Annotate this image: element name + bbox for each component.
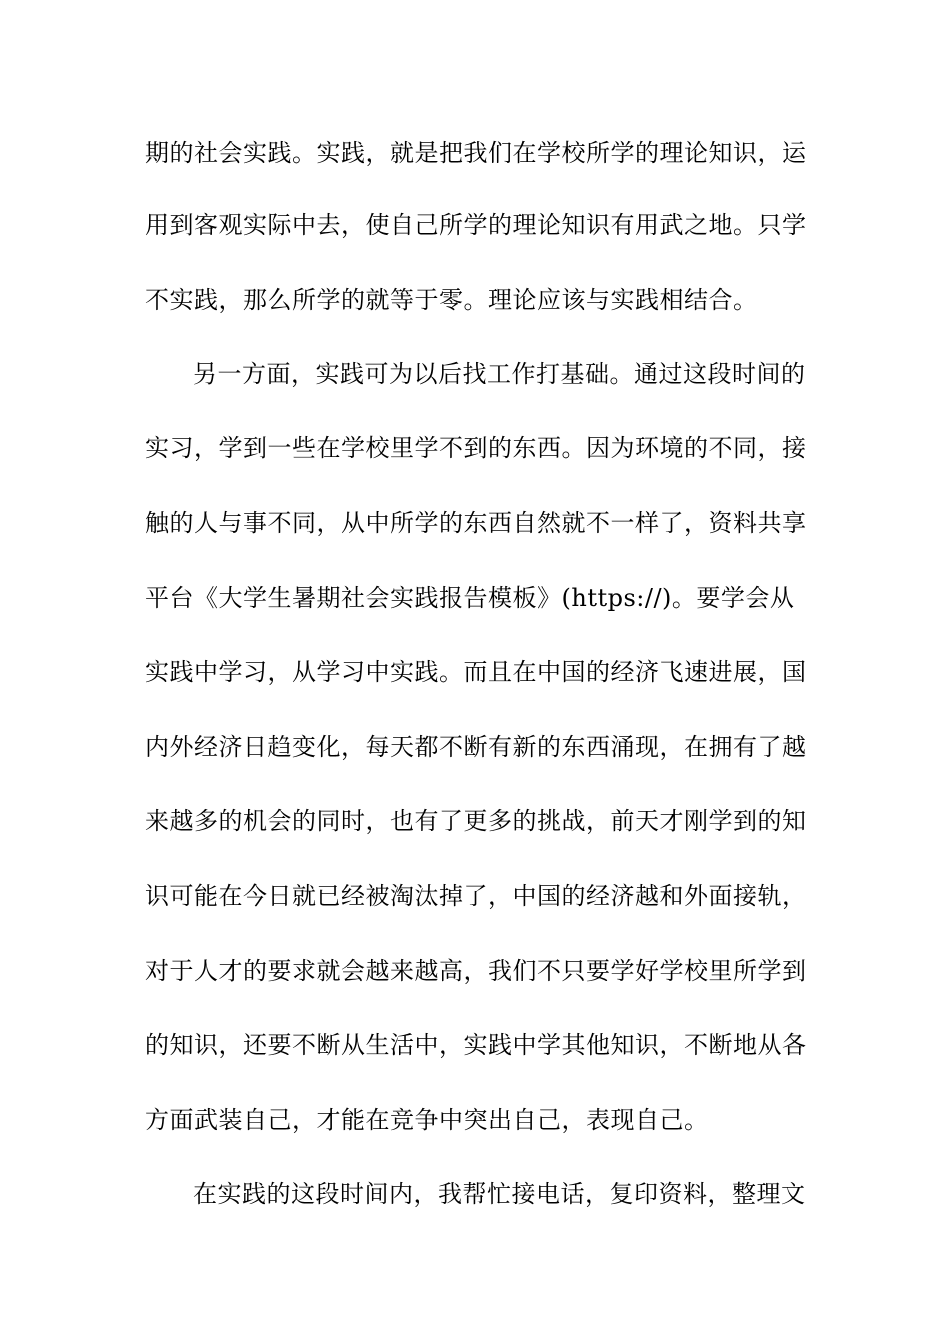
text-line: 用到客观实际中去，使自己所学的理论知识有用武之地。只学 (145, 211, 807, 239)
text-line: 实践中学习，从学习中实践。而且在中国的经济飞速进展，国 (145, 658, 807, 686)
text-line: 实习，学到一些在学校里学不到的东西。因为环境的不同，接 (145, 434, 807, 462)
paragraph-first-line: 在实践的这段时间内，我帮忙接电话，复印资料，整理文 (193, 1180, 806, 1208)
text-line: 的知识，还要不断从生活中，实践中学其他知识，不断地从各 (145, 1031, 807, 1059)
text-line: 触的人与事不同，从中所学的东西自然就不一样了，资料共享 (145, 509, 807, 537)
text-line: 方面武装自己，才能在竞争中突出自己，表现自己。 (145, 1106, 709, 1134)
text-line: 平台《大学生暑期社会实践报告模板》(https://)。要学会从 (145, 584, 795, 612)
text-line: 不实践，那么所学的就等于零。理论应该与实践相结合。 (145, 286, 758, 314)
text-line: 识可能在今日就已经被淘汰掉了，中国的经济越和外面接轨， (145, 882, 807, 910)
text-line: 来越多的机会的同时，也有了更多的挑战，前天才刚学到的知 (145, 807, 807, 835)
paragraph-first-line: 另一方面，实践可为以后找工作打基础。通过这段时间的 (193, 360, 806, 388)
text-line: 内外经济日趋变化，每天都不断有新的东西涌现，在拥有了越 (145, 733, 807, 761)
text-line: 对于人才的要求就会越来越高，我们不只要学好学校里所学到 (145, 957, 807, 985)
text-line: 期的社会实践。实践，就是把我们在学校所学的理论知识，运 (145, 139, 807, 167)
